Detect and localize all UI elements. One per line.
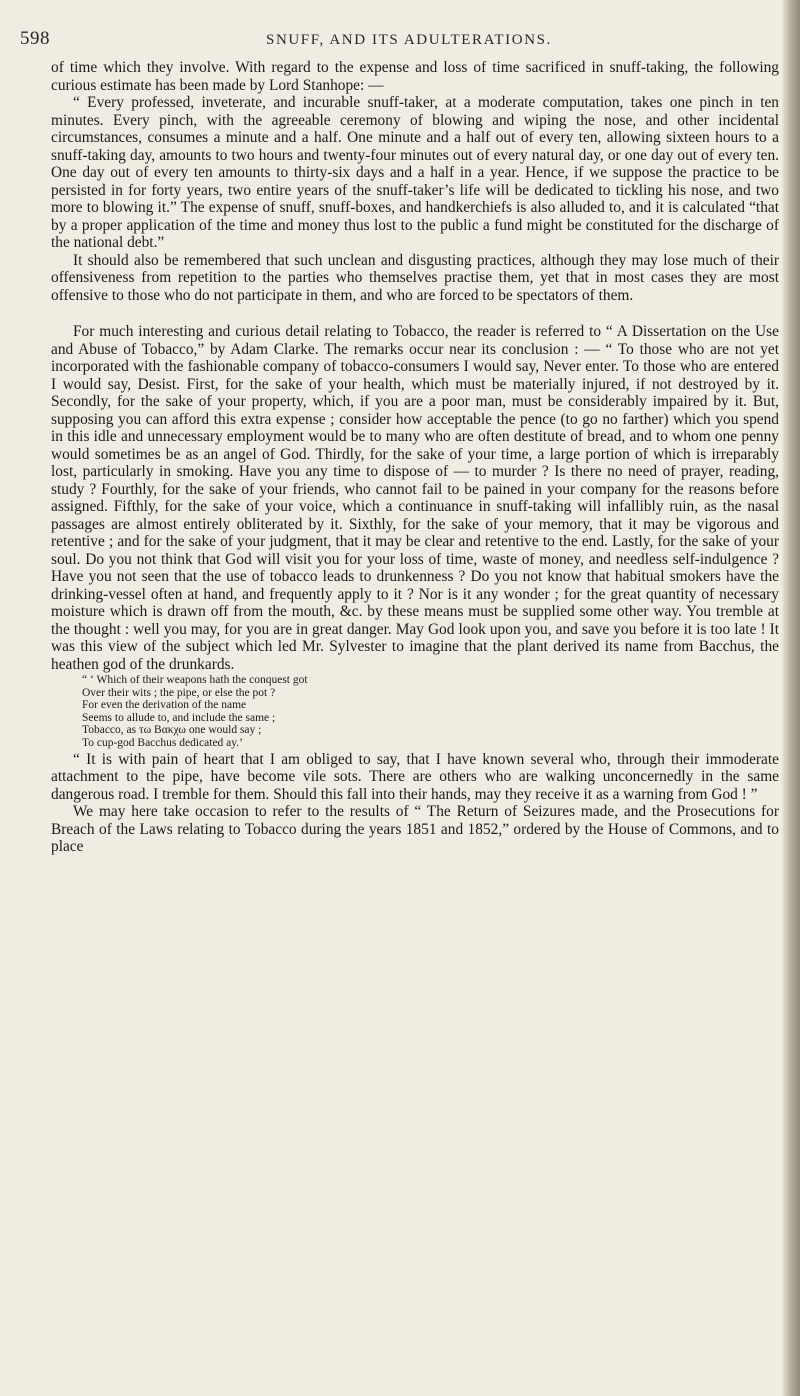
verse-line: Seems to allude to, and include the same ; — [82, 711, 276, 724]
verse-line: “ ‘ Which of their weapons hath the conquest got — [82, 674, 308, 686]
paragraph-return-of-seizures: We may here take occasion to refer to the results of “ The Return of Seizures made, and the Prosecutions for Breach of the Laws relating to Tobacco during the years 1851 and 1852,” ordered by the House of Commons, and to place — [51, 803, 779, 856]
paragraph-clarke-dissertation: For much interesting and curious detail relating to Tobacco, the reader is referred to “ A Dissertation on the Use and Abuse of Tobacco,” by Adam Clarke. The remarks occur near its conclusion : — “ To those who are not yet incorporated with the fashionable company of tobacco-consumers I would say, Never enter. To those who are entered I would say, Desist. First, for the sake of your health, which must be materially injured, if not destroyed by it. Secondly, for the sake of your property, which, if you are a poor man, must be considerably impaired by it. But, supposing you can afford this extra expense ; consider how acceptable the pence (to go no farther) which you spend in this idle and unnecessary employment would be to many who are often destitute of bread, and to whom one penny would sometimes be as an angel of God. Thirdly, for the sake of your time, a large portion of which is irreparably lost, particularly in smoking. Have you any time to dispose of — to murder ? Is there no need of prayer, reading, study ? Fourthly, for the sake of your friends, who cannot fail to be pained in your company for the reasons before assigned. Fifthly, for the sake of your voice, which a continuance in snuff-taking will infallibly ruin, as the nasal passages are almost entirely obliterated by it. Sixthly, for the sake of your memory, that it may be vigorous and retentive ; and for the sake of your judgment, that it may be clear and retentive to the end. Lastly, for the sake of your soul. Do you not think that God will visit you for your loss of time, waste of money, and needless self-indulgence ? Have you not seen that the use of tobacco leads to drunkenness ? Do you not know that habitual smokers have the drinking-vessel often at hand, and frequently apply to it ? Nor is it any wonder ; for the great quantity of necessary moisture which is drawn off from the mouth, &c. by these means must be supplied some other way. You tremble at the thought : well you may, for you are in great danger. May God look upon you, and save you before it is too late ! It was this view of the subject which led Mr. Sylvester to imagine that the plant derived its name from Bacchus, the heathen god of the drunkards. — [51, 323, 779, 673]
page-edge-shadow — [782, 0, 800, 1396]
paragraph-stanhope-quote: “ Every professed, inveterate, and incurable snuff-taker, at a moderate computation, takes one pinch in ten minutes. Every pinch, with the agreeable ceremony of blowing and wiping the nose, and other incidental circumstances, consumes a minute and a half. One minute and a half out of every ten, allowing sixteen hours to a snuff-taking day, amounts to two hours and twenty-four minutes out of every natural day, or one day out of every ten. One day out of every ten amounts to thirty-six days and a half in a year. Hence, if we suppose the practice to be persisted in for forty years, two entire years of the snuff-taker’s life will be dedicated to tickling his nose, and two more to blowing it.” The expense of snuff, snuff-boxes, and handkerchiefs is also alluded to, and it is calculated “that by a proper application of the time and money thus lost to the public a fund might be constituted for the discharge of the national debt.” — [51, 94, 779, 251]
paragraph-unclean-practices: It should also be remembered that such unclean and disgusting practices, although they may lose much of their offensiveness from repetition to the parties who themselves practise them, yet that in most cases they are most offensive to those who do not participate in them, and who are forced to be spectators of them. — [51, 251, 779, 304]
running-head — [20, 28, 780, 54]
verse-line: Tobacco, as τω Βακχω one would say ; — [82, 724, 262, 737]
page-number: 598 — [20, 28, 50, 49]
paragraph-stanhope-intro: of time which they involve. With regard to the expense and loss of time sacrificed in snuff-taking, the following curious estimate has been made by Lord Stanhope: — — [51, 59, 779, 94]
verse-line: For even the derivation of the name — [82, 699, 247, 712]
paragraph-pain-of-heart: “ It is with pain of heart that I am obliged to say, that I have known several who, through their immoderate attachment to the pipe, have become vile sots. There are others who are walking unconcernedly in the same dangerous road. I tremble for them. Should this fall into their hands, may they receive it as a warning from God ! ” — [51, 750, 779, 803]
verse-line: To cup-god Bacchus dedicated ay.’ — [82, 736, 243, 749]
verse-line: Over their wits ; the pipe, or else the pot ? — [82, 686, 276, 699]
verse-quotation — [51, 674, 779, 750]
running-title: SNUFF, AND ITS ADULTERATIONS. — [266, 32, 552, 48]
body-text — [51, 59, 779, 856]
